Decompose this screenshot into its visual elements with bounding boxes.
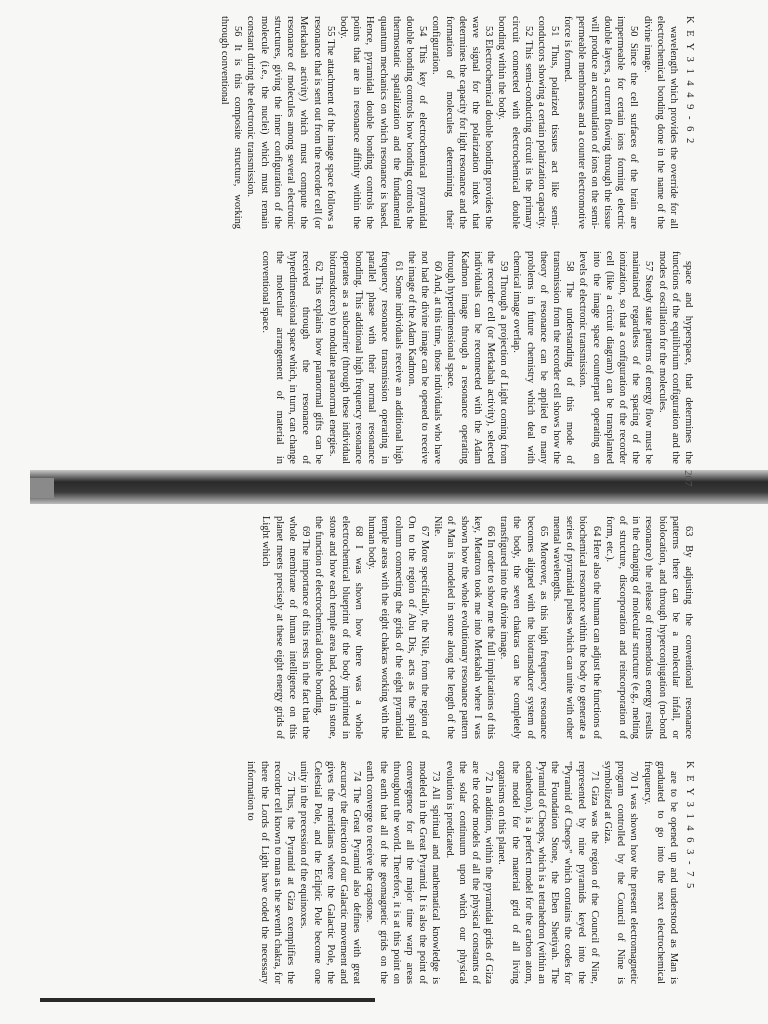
paragraph: 74 The Great Pyramid also defines with great accuracy the direction of our Galactic movement and gives the meridians where the Galactic Pole, the Celestial Pole, and the Ecliptic Pole become one unity in the precession of the equinoxes. bbox=[298, 761, 363, 984]
paragraph: space and hyperspace, that determines the functions of the equilibrium configuration and the modes of oscillation for the molecules. bbox=[656, 251, 694, 464]
book-fold-shadow bbox=[30, 470, 768, 504]
paragraph: 68 I was shown how there was a whole electrochemical blueprint of the body imprinted in stone and how each temple area had, coded in stone, the function of electrochemical double bonding. bbox=[313, 516, 364, 739]
paragraph: 66 In order to show me the full implications of this key, Metatron took me into Merkabah where I was shown how the whole evolutionary resonance pattern of Man is modeled in stone along the length of the Nile. bbox=[432, 516, 496, 739]
paragraph: 69 The importance of this rests in the fact that the whole membrane of human intelligence on this planet meets precisely at these eight energy grids of Light which bbox=[260, 516, 312, 739]
paragraph: 50 Since the cell surfaces of the brain are impermeable for certain ions forming electric double layers, a current flowing through the tissue will produce an accumulation of ions on the semi-permeable membranes and a counter electromotive force is formed. bbox=[562, 16, 640, 229]
paragraph: 63 By adjusting the conventional resonance patterns there can be a molecular infall, or biolocation, and through hyperconjugation (no-bond resonance) the release of tremendous energy results in the changing of molecular structure (e.g., melting of structure, discorporation and reincorporation of form, etc.). bbox=[603, 516, 694, 739]
paragraph: 61 Some individuals receive an additional high frequency resonance transmission operating in parallel phase with their normal resonance bonding. This additional high frequency resonance operates as a subcarrier (through these individual biotransducers) to modulate paranormal energies. bbox=[326, 251, 404, 464]
book-spine-edge bbox=[30, 478, 54, 498]
paragraph: 67 More specifically, the Nile, from the region of On to the region of Abu Dis, acts as the spinal column connecting the grids of the eight pyramidal temple areas with the eight chakras working with the human body. bbox=[366, 516, 430, 739]
paragraph: 72 In addition, within the pyramidal grids of Giza are the code models of all the physical constants of the solar continuum upon which our physical evolution is predicated. bbox=[443, 761, 495, 984]
paragraph: 73 All spiritual and mathematical knowledge is modeled in the Great Pyramid. It is also the point of convergence for all the major time warp areas throughout the world. Therefore, it is at this point on the earth that all of the geomagnetic grids on the earth converge to receive the capstone. bbox=[364, 761, 442, 984]
paragraph: 51 Thus, polarized tissues act like semi-conductors showing a certain polarization capacity. bbox=[535, 16, 561, 229]
paragraph: 71 Giza was the region of the Council of Nine, represented by nine pyramids keyed into the "Pyramid of Cheops" which contains the codes for the Foundation Stone, the Eben Shetiyah. The Pyramid of Cheops, which is a tetrahedron (within an octahedron), is a perfect model for the carbon atom, the model for the material grid of all living organisms on this planet. bbox=[496, 761, 600, 984]
text-column-top-right bbox=[40, 251, 695, 464]
paragraph: 59 Through a projection of Light coming from the recorder cell (or Merkabah activity), selected individuals can be reconnected with the Adam Kadmon image through a resonance operating through hyperdimensional space. bbox=[445, 251, 510, 464]
paragraph: 75 Thus, the Pyramid at Giza exemplifies the recorder cell known to man as the seventh chakra, for there the Lords of Light have coded the necessary information to bbox=[245, 761, 297, 984]
paragraph: 52 This semi-conducting circuit is the primary circuit connected with electrochemical double bonding within the body. bbox=[496, 16, 534, 229]
paragraph: 58 The understanding of this mode of transmission from the recorder cell shows how the theory of resonance can be applied to many problems in future chemistry which deal with chemical image overlap. bbox=[511, 251, 576, 464]
running-head: K E Y 3 1 4 6 3 - 7 5 bbox=[684, 761, 695, 891]
page-bottom-rule bbox=[40, 998, 375, 1002]
page-bottom-half bbox=[40, 510, 695, 990]
paragraph: 64 Here also the human can adjust the functions of biochemical resonance within the body to generate a series of pyramidal pulses which can unite with other mental wavelengths. bbox=[550, 516, 602, 739]
paragraph: 53 Electrochemical double bonding provides the wave signal for the polarization index that determines the capacity for light resonance and the formation of molecules determining their configuration. bbox=[430, 16, 495, 229]
paragraph: 55 The attachment of the image space follows a resonance that is sent out from the recorder cell (or Merkabah activity) which must compute the resonance of molecules among several electronic structures, giving the inner configuration of the molecule (i.e., the nuclei) which must remain constant during the electronic transmission. bbox=[245, 16, 336, 229]
text-column-bottom-left bbox=[40, 516, 695, 739]
text-column-bottom-right bbox=[40, 761, 695, 984]
rotated-text-block-bottom bbox=[40, 510, 695, 990]
paragraph: are to be opened up and understood as Man is graduated to go into the next electrochemical frequency. bbox=[641, 761, 679, 984]
paragraph: 60 And, at this time, those individuals who have not had the divine image can be opened to receive the image of the Adam Kadmon. bbox=[405, 251, 444, 464]
rotated-text-block-top bbox=[40, 10, 695, 470]
paragraph: 57 Steady state patterns of energy flow must be maintained regardless of the spacing of the ionization, so that a configuration of the recorder cell (like a circuit diagram) can be transplanted into the image space counterpart operating on levels of electronic transmission. bbox=[577, 251, 655, 464]
paragraph: wavelength which provides the override for all electrochemical bonding done in the name of the divine image. bbox=[641, 16, 679, 229]
paragraph: 62 This explains how paranormal gifts can be received through the resonance of hyperdimensional space which, in turn, can change the molecular arrangement of material in conventional space. bbox=[260, 251, 325, 464]
paragraph: 54 This key of electrochemical pyramidal double bonding controls how bonding controls the thermostatic spatialization and the fundamental quantum mechanics on which resonance is based. Hence, pyramidal double bonding controls the points that are in resonance affinity within the body. bbox=[337, 16, 429, 229]
page-number: 207 bbox=[682, 470, 694, 487]
running-head: K E Y 3 1 4 4 9 - 6 2 bbox=[684, 16, 695, 146]
paragraph: 65 Moreover, as this high frequency resonance becomes aligned with the biotransducer system of the body, the seven chakras can be completely transfigured into the divine image. bbox=[498, 516, 549, 739]
text-column-top-left bbox=[40, 16, 695, 229]
paragraph: 70 I was shown how the present electromagnetic program controlled by the Council of Nine is symbolized at Giza. bbox=[601, 761, 640, 984]
paragraph: 56 It is this composite structure, working through conventional bbox=[219, 16, 244, 229]
page-top-half bbox=[40, 10, 695, 470]
